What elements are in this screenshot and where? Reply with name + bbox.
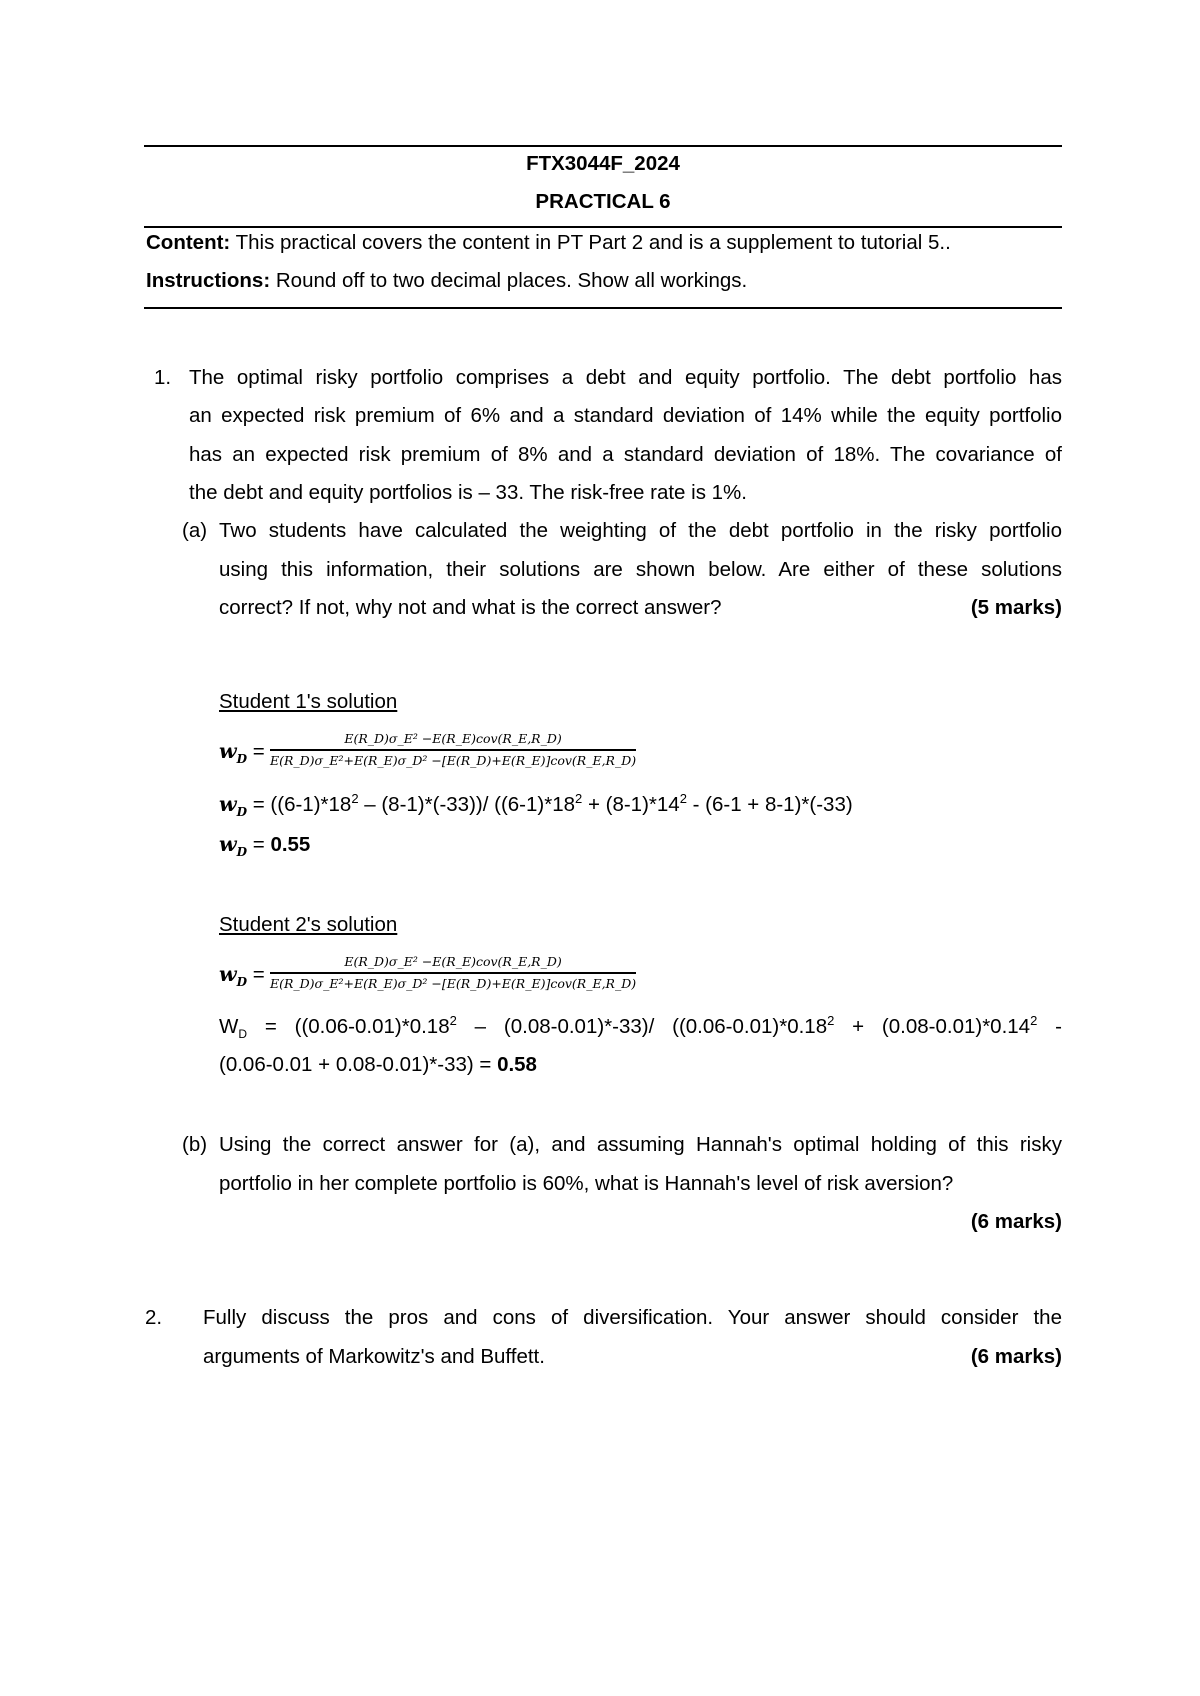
student-1-heading: Student 1's solution [219, 690, 398, 713]
weight-symbol: w [219, 832, 237, 856]
calc-segment: W [219, 1015, 239, 1038]
exponent: 2 [679, 791, 687, 806]
instructions-text: Round off to two decimal places. Show all workings. [275, 269, 748, 292]
student-2-calculation-line-2 [219, 1053, 537, 1077]
header-bottom-rule [144, 307, 1062, 309]
part-b-marks: (6 marks) [970, 1210, 1062, 1233]
calc-segment: + (8-1)*14 [582, 793, 680, 816]
student-1-calculation [219, 792, 853, 819]
header-mid-rule [144, 226, 1062, 228]
calc-segment: – (0.08-0.01)*-33)/ ((0.06-0.01)*0.18 [456, 1015, 828, 1038]
exponent: 2 [827, 1013, 835, 1028]
question-2-line: Fully discuss the pros and cons of diversification. Your answer should consider the [203, 1306, 1062, 1329]
question-1-number: 1. [154, 366, 172, 389]
weight-symbol: w [219, 792, 237, 816]
part-b-line: portfolio in her complete portfolio is 60%, what is Hannah's level of risk aversion? [219, 1172, 954, 1195]
student-2-calculation-line-1 [219, 1015, 1062, 1041]
part-b-label: (b) [182, 1133, 208, 1156]
calc-segment: – (8-1)*(-33))/ ((6-1)*18 [358, 793, 576, 816]
practical-title: PRACTICAL 6 [535, 190, 671, 213]
header-top-rule [144, 145, 1062, 147]
equals-sign: = [247, 740, 265, 763]
weight-subscript: D [236, 805, 248, 820]
weight-symbol: w [219, 962, 237, 986]
part-b-line: Using the correct answer for (a), and assuming Hannah's optimal holding of this risky [219, 1133, 1062, 1156]
question-1-line: an expected risk premium of 6% and a standard deviation of 14% while the equity portfolio [189, 404, 1062, 427]
exponent: 2 [449, 1013, 457, 1028]
content-label: Content: [146, 231, 231, 254]
exponent: 2 [1030, 1013, 1038, 1028]
question-2-number: 2. [145, 1306, 163, 1329]
part-a-line: correct? If not, why not and what is the correct answer? [219, 596, 722, 619]
fraction-bar [270, 972, 636, 974]
question-1-line: has an expected risk premium of 8% and a standard deviation of 18%. The covariance of [189, 443, 1062, 466]
student-1-formula-lhs [219, 739, 265, 766]
question-1-line: the debt and equity portfolios is – 33. The risk-free rate is 1%. [189, 481, 747, 504]
content-line [146, 231, 951, 255]
weight-subscript: D [236, 752, 248, 767]
result-value: 0.58 [497, 1053, 537, 1076]
instructions-line [146, 269, 747, 293]
calc-segment: = ((6-1)*18 [247, 793, 352, 816]
weight-subscript: D [236, 975, 248, 990]
part-a-marks: (5 marks) [970, 596, 1062, 619]
weight-subscript: D [236, 845, 248, 860]
fraction-numerator: E(R_D)σ_E² −E(R_E)cov(R_E,R_D) [344, 954, 562, 969]
fraction-denominator: E(R_D)σ_E²+E(R_E)σ_D² −[E(R_D)+E(R_E)]cov(R_E,R_D) [270, 976, 637, 991]
part-a-label: (a) [182, 519, 208, 542]
part-a-line: using this information, their solutions are shown below. Are either of these solutions [219, 558, 1062, 581]
calc-segment: = ((0.06-0.01)*0.18 [247, 1015, 450, 1038]
calc-segment: - [1037, 1015, 1062, 1038]
part-a-line: Two students have calculated the weighting of the debt portfolio in the risky portfolio [219, 519, 1062, 542]
student-1-fraction [270, 731, 636, 768]
course-code: FTX3044F_2024 [526, 152, 680, 175]
result-value: 0.55 [270, 833, 311, 856]
equals-sign: = [247, 963, 265, 986]
content-text: This practical covers the content in PT Part 2 and is a supplement to tutorial 5.. [235, 231, 951, 254]
instructions-label: Instructions: [146, 269, 271, 292]
exponent: 2 [575, 791, 583, 806]
fraction-denominator: E(R_D)σ_E²+E(R_E)σ_D² −[E(R_D)+E(R_E)]cov(R_E,R_D) [270, 753, 637, 768]
calc-segment: + (0.08-0.01)*0.14 [834, 1015, 1031, 1038]
student-1-result [219, 832, 310, 859]
equals-sign: = [247, 833, 271, 856]
student-2-formula-lhs [219, 962, 265, 989]
student-2-fraction [270, 954, 636, 991]
exponent: 2 [351, 791, 359, 806]
weight-subscript: D [238, 1027, 248, 1042]
calc-segment: (0.06-0.01 + 0.08-0.01)*-33) = [219, 1053, 498, 1076]
question-1-line: The optimal risky portfolio comprises a debt and equity portfolio. The debt portfolio has [189, 366, 1062, 389]
calc-segment: - (6-1 + 8-1)*(-33) [686, 793, 853, 816]
question-2-line: arguments of Markowitz's and Buffett. [203, 1345, 545, 1368]
student-2-heading: Student 2's solution [219, 913, 398, 936]
fraction-numerator: E(R_D)σ_E² −E(R_E)cov(R_E,R_D) [344, 731, 562, 746]
question-2-marks: (6 marks) [970, 1345, 1062, 1368]
weight-symbol: w [219, 739, 237, 763]
fraction-bar [270, 749, 636, 751]
